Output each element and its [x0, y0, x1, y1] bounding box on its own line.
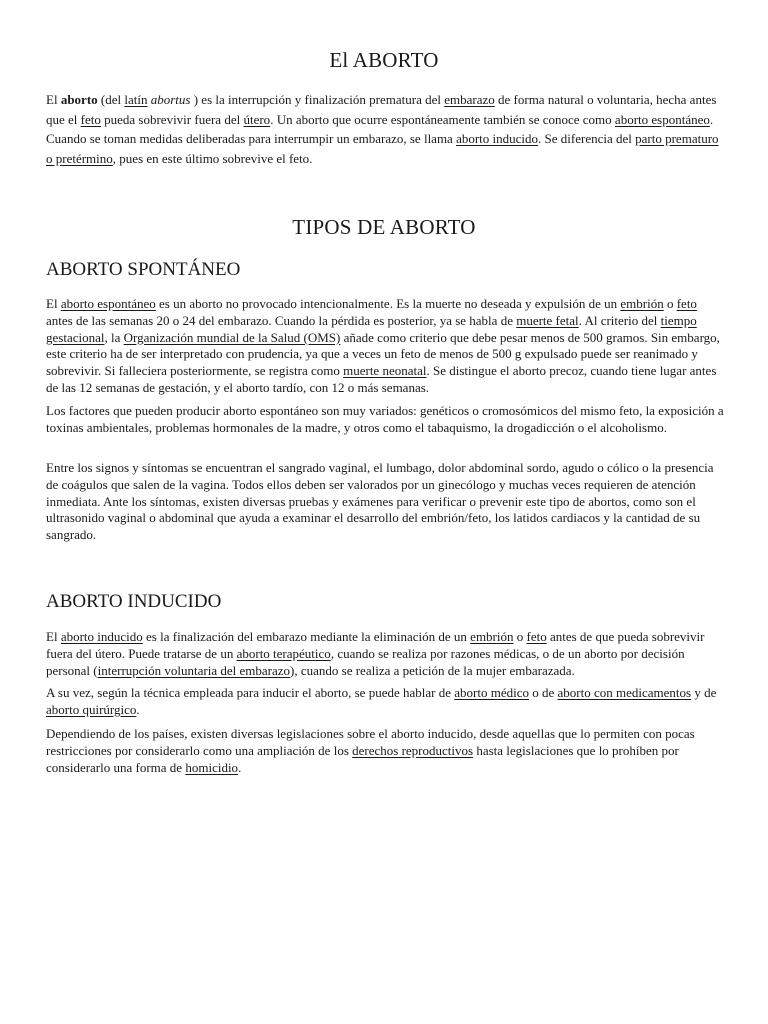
paragraph-text: y de — [691, 685, 717, 700]
paragraph-text: . — [136, 701, 140, 717]
wiki-link[interactable]: latín — [124, 92, 148, 107]
induced-paragraph-3 — [46, 726, 726, 776]
wiki-link[interactable]: feto — [526, 629, 547, 644]
paragraph-text: añade como criterio que debe pesar menos de 500 gramos. Sin embargo, este criterio ha de ser interpretado con prudencia, ya que a veces un feto de menos de 500 g expulsado puede ser reanimado y sobrevivir. Si falleciera posteriormente, se registra como — [46, 329, 720, 379]
induced-paragraph-2 — [46, 685, 726, 719]
heading-spontaneous: ABORTO SPONTÁNEO — [46, 259, 241, 280]
induced-paragraph-1 — [46, 629, 726, 679]
wiki-link[interactable]: derechos reproductivos — [352, 742, 474, 758]
spontaneous-paragraph-1 — [46, 296, 726, 397]
bold-term: aborto — [60, 92, 98, 107]
paragraph-text: . Un aborto que ocurre espontáneamente también se conoce como — [270, 111, 615, 127]
wiki-link[interactable]: muerte neonatal — [343, 363, 427, 379]
paragraph-text: es la finalización del embarazo mediante la eliminación de un — [142, 629, 471, 644]
wiki-link[interactable]: interrupción voluntaria del embarazo — [97, 662, 291, 678]
wiki-link[interactable]: aborto espontáneo — [614, 111, 710, 127]
paragraph-text: ) es la interrupción y finalización prematura del — [190, 92, 445, 107]
paragraph-text: antes de que pueda sobrevivir fuera del útero. Puede tratarse de un — [46, 629, 705, 661]
wiki-link[interactable]: aborto médico — [454, 685, 529, 700]
paragraph-text: . — [238, 759, 242, 775]
wiki-link[interactable]: aborto inducido — [456, 131, 539, 147]
wiki-link[interactable]: tiempo gestacional — [46, 312, 697, 345]
paragraph-text: pueda sobrevivir fuera del — [100, 111, 244, 127]
wiki-link[interactable]: aborto quirúrgico — [46, 701, 137, 717]
paragraph-text: Los factores que pueden producir aborto espontáneo son muy variados: genéticos o cromosómicos del mismo feto, la exposición a toxinas ambientales, problemas hormonales de la madre, y otros como el tabaquismo, la drogadicción o el alcoholismo. — [46, 403, 724, 435]
wiki-link[interactable]: útero — [243, 111, 271, 127]
paragraph-text: El — [46, 629, 61, 644]
wiki-link[interactable]: aborto terapéutico — [236, 645, 331, 661]
spontaneous-paragraph-2 — [46, 403, 726, 437]
paragraph-text: o de — [528, 685, 558, 700]
wiki-link[interactable]: feto — [80, 111, 101, 127]
paragraph-text: de forma natural o voluntaria, hecha antes que el — [46, 92, 717, 127]
paragraph-text: Dependiendo de los países, existen diversas legislaciones sobre el aborto inducido, desde aquellas que lo permiten con pocas restricciones por considerarlo como una ampliación de los — [46, 726, 695, 758]
wiki-link[interactable]: parto prematuro o pretérmino — [46, 131, 719, 166]
paragraph-text: . Al criterio del — [578, 312, 661, 328]
wiki-link[interactable]: muerte fetal — [516, 312, 579, 328]
wiki-link[interactable]: embrión — [620, 296, 664, 311]
page-title: El ABORTO — [329, 48, 439, 72]
wiki-link[interactable]: aborto con medicamentos — [557, 685, 692, 700]
paragraph-text: El — [46, 296, 61, 311]
intro-paragraph — [46, 90, 726, 168]
paragraph-text: es un aborto no provocado intencionalmente. Es la muerte no deseada y expulsión de un — [155, 296, 621, 311]
paragraph-text: , la — [104, 329, 124, 345]
section-title-types: TIPOS DE ABORTO — [292, 215, 476, 239]
paragraph-text: El — [46, 92, 61, 107]
wiki-link[interactable]: aborto espontáneo — [60, 296, 156, 311]
paragraph-text: . Se distingue el aborto precoz, cuando tiene lugar antes de las 12 semanas de gestación, y el aborto tardío, con 12 o más semanas. — [46, 363, 717, 395]
paragraph-text: Entre los signos y síntomas se encuentran el sangrado vaginal, el lumbago, dolor abdominal sordo, agudo o cólico o la presencia de coágulos que salen de la vagina. Todos ellos deben ser valorados por un ginecólogo y muchas veces requieren de atención inmediata. Ante los síntomas, existen diversas pruebas y exámenes para verificar o prevenir este tipo de abortos, como son el ultrasonido vaginal o abdominal que ayuda a examinar el desarrollo del embrión/feto, los latidos cardiacos y la cantidad de su sangrado. — [46, 460, 714, 543]
wiki-link[interactable]: Organización mundial de la Salud (OMS) — [123, 329, 341, 345]
wiki-link[interactable]: feto — [676, 296, 697, 311]
paragraph-text: o — [663, 296, 677, 311]
heading-induced: ABORTO INDUCIDO — [46, 591, 222, 612]
paragraph-text: hasta legislaciones que lo prohíben por considerarlo una forma de — [46, 742, 679, 775]
paragraph-text: . Se diferencia del — [538, 131, 636, 147]
paragraph-text: , pues en este último sobrevive el feto. — [112, 150, 313, 166]
paragraph-text: antes de las semanas 20 o 24 del embarazo. Cuando la pérdida es posterior, ya se habla de — [46, 312, 517, 328]
italic-term: abortus — [150, 92, 191, 107]
wiki-link[interactable]: embarazo — [444, 92, 495, 107]
paragraph-text: , cuando se realiza por razones médicas, o de un aborto por decisión personal ( — [46, 645, 685, 678]
wiki-link[interactable]: embrión — [470, 629, 514, 644]
paragraph-text: o — [513, 629, 527, 644]
paragraph-text: . Cuando se toman medidas deliberadas para interrumpir un embarazo, se llama — [46, 111, 714, 147]
spontaneous-paragraph-3 — [46, 460, 726, 544]
paragraph-text: ), cuando se realiza a petición de la mujer embarazada. — [290, 662, 575, 678]
wiki-link[interactable]: homicidio — [185, 759, 239, 775]
paragraph-text: (del — [97, 92, 125, 107]
wiki-link[interactable]: aborto inducido — [60, 629, 143, 644]
paragraph-text: A su vez, según la técnica empleada para inducir el aborto, se puede hablar de — [46, 685, 455, 700]
